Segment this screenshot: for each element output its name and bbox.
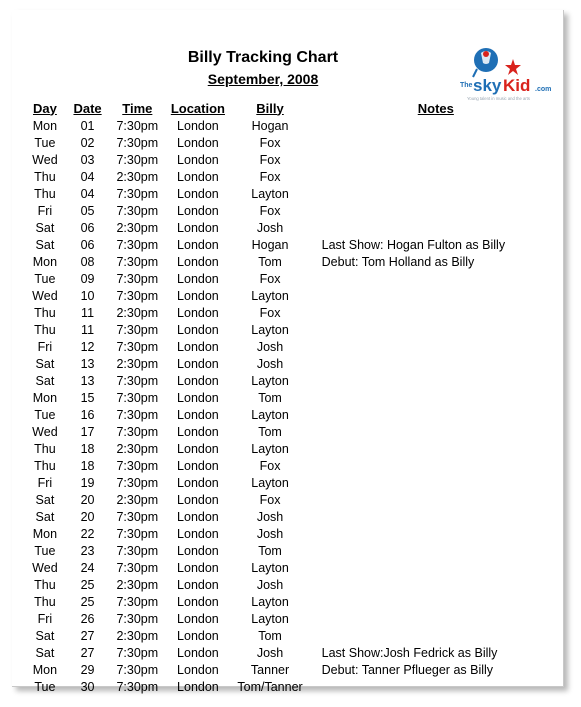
table-row: [25, 321, 563, 338]
table-row: [25, 440, 563, 457]
cell-date: 10: [80, 288, 95, 303]
cell-time: 7:30pm: [116, 271, 159, 286]
cell-billy: Tom: [258, 628, 282, 643]
cell-location: London: [177, 390, 219, 405]
cell-date: 27: [80, 628, 95, 643]
cell-notes: [309, 559, 563, 576]
cell-location: London: [177, 526, 219, 541]
cell-date: 30: [80, 679, 95, 694]
cell-date: 03: [80, 152, 95, 167]
cell-date: 12: [80, 339, 95, 354]
cell-notes: [309, 151, 563, 168]
cell-notes: [309, 117, 563, 134]
cell-day: Wed: [32, 152, 58, 167]
cell-time: 7:30pm: [116, 526, 159, 541]
col-header-date: Date: [73, 100, 102, 116]
cell-date: 23: [80, 543, 95, 558]
cell-time: 7:30pm: [116, 458, 159, 473]
cell-billy: Layton: [251, 594, 289, 609]
cell-day: Thu: [34, 186, 56, 201]
table-row: [25, 678, 563, 695]
cell-notes: [309, 491, 563, 508]
table-row: [25, 185, 563, 202]
cell-date: 15: [80, 390, 95, 405]
table-header-row: [25, 99, 563, 117]
table-row: [25, 151, 563, 168]
cell-day: Mon: [32, 118, 58, 133]
cell-location: London: [177, 458, 219, 473]
cell-billy: Layton: [251, 441, 289, 456]
cell-notes: [309, 610, 563, 627]
table-row: [25, 389, 563, 406]
table-row: [25, 559, 563, 576]
cell-notes: [309, 338, 563, 355]
table-row: [25, 406, 563, 423]
cell-billy: Josh: [256, 356, 284, 371]
table-body: [25, 117, 563, 695]
page-subtitle: September, 2008: [207, 71, 319, 87]
table-row: [25, 338, 563, 355]
logo-star-icon: [505, 59, 521, 75]
schedule-table: [25, 99, 563, 695]
cell-notes: [309, 423, 563, 440]
cell-date: 26: [80, 611, 95, 626]
table-row: [25, 593, 563, 610]
cell-location: London: [177, 611, 219, 626]
table-row: [25, 304, 563, 321]
table-row: [25, 457, 563, 474]
cell-notes: [309, 287, 563, 304]
cell-billy: Fox: [259, 458, 281, 473]
cell-location: London: [177, 135, 219, 150]
cell-notes: [309, 134, 563, 151]
cell-time: 7:30pm: [116, 186, 159, 201]
cell-location: London: [177, 254, 219, 269]
cell-day: Tue: [34, 407, 56, 422]
cell-date: 11: [81, 322, 95, 337]
col-header-notes: Notes: [417, 100, 454, 116]
logo-com: .com: [535, 86, 552, 93]
cell-time: 2:30pm: [116, 356, 159, 371]
cell-date: 08: [80, 254, 95, 269]
cell-day: Sat: [35, 373, 55, 388]
table-row: [25, 270, 563, 287]
cell-date: 09: [80, 271, 95, 286]
cell-time: 2:30pm: [116, 492, 159, 507]
cell-location: London: [177, 628, 219, 643]
cell-date: 13: [80, 373, 95, 388]
cell-time: 7:30pm: [116, 543, 159, 558]
cell-date: 25: [80, 577, 95, 592]
cell-time: 7:30pm: [116, 594, 159, 609]
cell-billy: Hogan: [251, 237, 289, 252]
cell-date: 11: [81, 305, 95, 320]
cell-day: Sat: [35, 509, 55, 524]
cell-billy: Fox: [259, 492, 281, 507]
cell-day: Tue: [34, 271, 56, 286]
table-row: [25, 117, 563, 134]
cell-billy: Fox: [259, 135, 281, 150]
cell-location: London: [177, 203, 219, 218]
table-row: [25, 508, 563, 525]
logo-the: The: [460, 82, 473, 89]
cell-location: London: [177, 271, 219, 286]
cell-day: Fri: [37, 203, 53, 218]
cell-day: Sat: [35, 356, 55, 371]
cell-day: Thu: [34, 322, 56, 337]
col-header-day: Day: [32, 100, 57, 116]
cell-location: London: [177, 305, 219, 320]
cell-billy: Josh: [256, 509, 284, 524]
cell-day: Sat: [35, 628, 55, 643]
cell-billy: Tom/Tanner: [237, 679, 303, 694]
cell-day: Tue: [34, 135, 56, 150]
cell-notes: Debut: Tom Holland as Billy: [321, 254, 475, 269]
cell-day: Thu: [34, 594, 56, 609]
table-row: [25, 287, 563, 304]
cell-notes: [309, 270, 563, 287]
cell-date: 02: [80, 135, 95, 150]
table-row: [25, 253, 563, 270]
cell-day: Thu: [34, 458, 56, 473]
cell-location: London: [177, 679, 219, 694]
cell-day: Mon: [32, 254, 58, 269]
cell-day: Fri: [37, 611, 53, 626]
cell-billy: Josh: [256, 220, 284, 235]
cell-day: Thu: [34, 305, 56, 320]
cell-billy: Tom: [258, 254, 282, 269]
cell-day: Sat: [35, 237, 55, 252]
col-header-location: Location: [170, 100, 225, 116]
cell-day: Thu: [34, 441, 56, 456]
cell-notes: [309, 202, 563, 219]
cell-billy: Tanner: [250, 662, 290, 677]
table-row: [25, 644, 563, 661]
cell-location: London: [177, 492, 219, 507]
cell-time: 7:30pm: [116, 152, 159, 167]
cell-day: Thu: [34, 169, 56, 184]
cell-billy: Fox: [259, 203, 281, 218]
cell-billy: Tom: [258, 390, 282, 405]
cell-date: 16: [80, 407, 95, 422]
cell-time: 7:30pm: [116, 339, 159, 354]
cell-day: Mon: [32, 390, 58, 405]
table-row: [25, 525, 563, 542]
table-row: [25, 202, 563, 219]
table-row: [25, 542, 563, 559]
cell-billy: Fox: [259, 169, 281, 184]
table-row: [25, 610, 563, 627]
cell-day: Fri: [37, 475, 53, 490]
cell-location: London: [177, 543, 219, 558]
cell-time: 7:30pm: [116, 254, 159, 269]
cell-date: 22: [80, 526, 95, 541]
cell-time: 7:30pm: [116, 390, 159, 405]
cell-notes: [309, 168, 563, 185]
cell-billy: Layton: [251, 475, 289, 490]
cell-notes: Last Show:Josh Fedrick as Billy: [321, 645, 498, 660]
cell-notes: [309, 508, 563, 525]
cell-time: 7:30pm: [116, 645, 159, 660]
cell-date: 24: [80, 560, 95, 575]
table-row: [25, 134, 563, 151]
cell-notes: [309, 525, 563, 542]
cell-location: London: [177, 577, 219, 592]
cell-time: 7:30pm: [116, 424, 159, 439]
cell-notes: [309, 576, 563, 593]
table-row: [25, 474, 563, 491]
cell-notes: [309, 406, 563, 423]
logo-tagline: Young talent in music and the arts: [467, 96, 530, 101]
cell-location: London: [177, 220, 219, 235]
cell-time: 7:30pm: [116, 611, 159, 626]
cell-location: London: [177, 662, 219, 677]
cell-time: 7:30pm: [116, 373, 159, 388]
cell-billy: Josh: [256, 339, 284, 354]
table-row: [25, 576, 563, 593]
cell-time: 7:30pm: [116, 560, 159, 575]
cell-location: London: [177, 373, 219, 388]
cell-billy: Josh: [256, 526, 284, 541]
cell-date: 06: [80, 237, 95, 252]
cell-date: 18: [80, 458, 95, 473]
cell-time: 7:30pm: [116, 407, 159, 422]
table-row: [25, 627, 563, 644]
cell-notes: [309, 185, 563, 202]
cell-billy: Fox: [259, 305, 281, 320]
cell-day: Wed: [32, 424, 58, 439]
cell-billy: Layton: [251, 322, 289, 337]
cell-time: 2:30pm: [116, 169, 159, 184]
cell-time: 7:30pm: [116, 475, 159, 490]
cell-day: Sat: [35, 220, 55, 235]
cell-location: London: [177, 169, 219, 184]
table-row: [25, 661, 563, 678]
cell-notes: [309, 474, 563, 491]
col-header-time: Time: [122, 100, 153, 116]
cell-billy: Fox: [259, 271, 281, 286]
cell-notes: [309, 542, 563, 559]
cell-billy: Hogan: [251, 118, 289, 133]
cell-day: Thu: [34, 577, 56, 592]
cell-location: London: [177, 322, 219, 337]
cell-notes: [309, 389, 563, 406]
cell-notes: [309, 304, 563, 321]
cell-billy: Fox: [259, 152, 281, 167]
cell-notes: [309, 678, 563, 695]
cell-time: 7:30pm: [116, 662, 159, 677]
table-row: [25, 372, 563, 389]
cell-billy: Layton: [251, 560, 289, 575]
table-row: [25, 423, 563, 440]
cell-day: Wed: [32, 288, 58, 303]
cell-date: 18: [80, 441, 95, 456]
cell-day: Sat: [35, 492, 55, 507]
cell-time: 7:30pm: [116, 288, 159, 303]
cell-date: 29: [80, 662, 95, 677]
cell-location: London: [177, 339, 219, 354]
cell-time: 2:30pm: [116, 305, 159, 320]
cell-billy: Tom: [258, 424, 282, 439]
cell-notes: [309, 593, 563, 610]
cell-day: Tue: [34, 543, 56, 558]
cell-billy: Tom: [258, 543, 282, 558]
cell-day: Mon: [32, 662, 58, 677]
cell-billy: Layton: [251, 288, 289, 303]
cell-notes: [309, 372, 563, 389]
cell-billy: Layton: [251, 407, 289, 422]
cell-time: 7:30pm: [116, 118, 159, 133]
col-header-billy: Billy: [256, 100, 284, 116]
cell-notes: Debut: Tanner Pflueger as Billy: [321, 662, 494, 677]
cell-day: Wed: [32, 560, 58, 575]
cell-day: Sat: [35, 645, 55, 660]
cell-notes: [309, 627, 563, 644]
cell-billy: Layton: [251, 186, 289, 201]
cell-location: London: [177, 424, 219, 439]
cell-location: London: [177, 475, 219, 490]
cell-billy: Josh: [256, 577, 284, 592]
cell-date: 19: [80, 475, 95, 490]
cell-time: 7:30pm: [116, 203, 159, 218]
cell-date: 05: [80, 203, 95, 218]
cell-location: London: [177, 509, 219, 524]
cell-location: London: [177, 441, 219, 456]
cell-time: 7:30pm: [116, 509, 159, 524]
cell-time: 7:30pm: [116, 322, 159, 337]
cell-location: London: [177, 152, 219, 167]
cell-date: 13: [80, 356, 95, 371]
cell-date: 17: [80, 424, 95, 439]
cell-location: London: [177, 407, 219, 422]
document-page: [12, 10, 564, 694]
cell-date: 20: [80, 492, 95, 507]
cell-location: London: [177, 118, 219, 133]
cell-date: 20: [80, 509, 95, 524]
table-row: [25, 491, 563, 508]
cell-billy: Layton: [251, 373, 289, 388]
cell-notes: Last Show: Hogan Fulton as Billy: [321, 237, 506, 252]
cell-day: Mon: [32, 526, 58, 541]
cell-notes: [309, 355, 563, 372]
cell-date: 06: [80, 220, 95, 235]
cell-date: 25: [80, 594, 95, 609]
cell-date: 27: [80, 645, 95, 660]
cell-time: 2:30pm: [116, 628, 159, 643]
cell-location: London: [177, 356, 219, 371]
cell-time: 7:30pm: [116, 679, 159, 694]
cell-billy: Layton: [251, 611, 289, 626]
cell-location: London: [177, 645, 219, 660]
cell-billy: Josh: [256, 645, 284, 660]
logo-sky: sky: [473, 76, 502, 95]
cell-location: London: [177, 237, 219, 252]
cell-time: 7:30pm: [116, 237, 159, 252]
page-title: Billy Tracking Chart: [187, 49, 339, 66]
cell-notes: [309, 219, 563, 236]
cell-date: 04: [80, 186, 95, 201]
cell-notes: [309, 457, 563, 474]
cell-location: London: [177, 594, 219, 609]
cell-time: 2:30pm: [116, 441, 159, 456]
cell-notes: [309, 440, 563, 457]
cell-location: London: [177, 186, 219, 201]
cell-time: 7:30pm: [116, 135, 159, 150]
table-row: [25, 168, 563, 185]
table-row: [25, 355, 563, 372]
cell-location: London: [177, 560, 219, 575]
cell-day: Fri: [37, 339, 53, 354]
table-row: [25, 236, 563, 253]
logo-kid: Kid: [503, 76, 531, 95]
cell-date: 04: [80, 169, 95, 184]
cell-notes: [309, 321, 563, 338]
cell-time: 2:30pm: [116, 577, 159, 592]
cell-date: 01: [80, 118, 95, 133]
cell-time: 2:30pm: [116, 220, 159, 235]
table-row: [25, 219, 563, 236]
cell-location: London: [177, 288, 219, 303]
cell-day: Tue: [34, 679, 56, 694]
